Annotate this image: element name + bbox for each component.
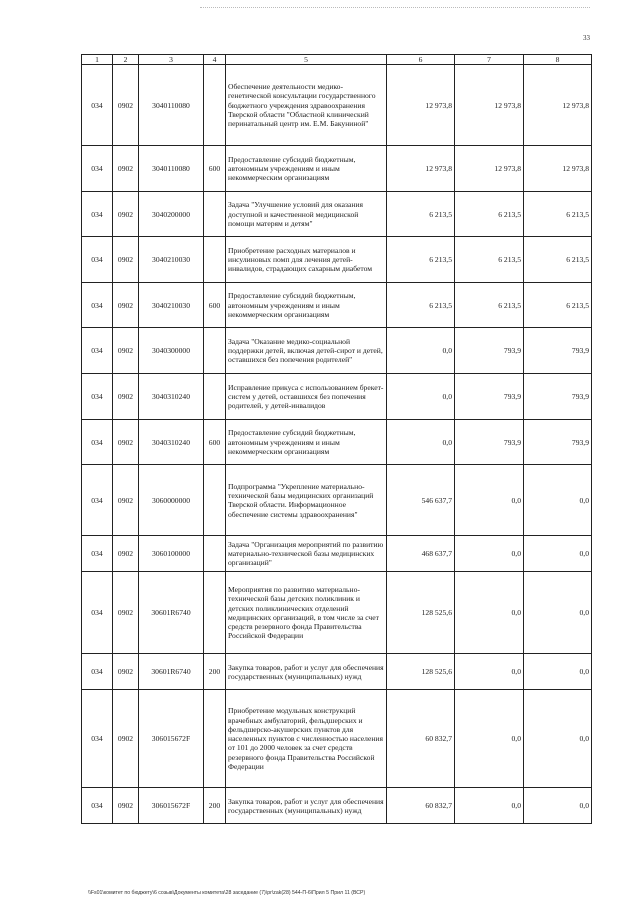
table-row [82, 465, 592, 536]
budget-table [81, 54, 592, 824]
column-header: 7 [455, 55, 524, 65]
amount-cell: 0,0 [387, 374, 455, 420]
expense-type-cell [204, 536, 226, 572]
amount-cell: 12 973,8 [387, 146, 455, 192]
amount-cell: 468 637,7 [387, 536, 455, 572]
amount-cell: 0,0 [524, 690, 592, 788]
target-article-cell: 3040300000 [139, 328, 204, 374]
target-article-cell: 3060000000 [139, 465, 204, 536]
amount-cell: 60 832,7 [387, 690, 455, 788]
section-code-cell: 0902 [113, 420, 139, 465]
table-row [82, 146, 592, 192]
top-scan-rule [200, 7, 590, 8]
table-row [82, 374, 592, 420]
section-code-cell: 0902 [113, 374, 139, 420]
description-cell: Закупка товаров, работ и услуг для обеспечения государственных (муниципальных) нужд [226, 654, 387, 690]
amount-cell: 546 637,7 [387, 465, 455, 536]
column-header: 1 [82, 55, 113, 65]
target-article-cell: 3040210030 [139, 283, 204, 328]
section-code-cell: 0902 [113, 654, 139, 690]
amount-cell: 0,0 [524, 654, 592, 690]
description-cell: Задача "Оказание медико-социальной поддержки детей, включая детей-сирот и детей, оставшихся без попечения родителей" [226, 328, 387, 374]
ministry-code-cell: 034 [82, 146, 113, 192]
amount-cell: 60 832,7 [387, 788, 455, 824]
description-cell: Мероприятия по развитию материально-технической базы детских поликлиник и детских поликлинических отделений медицинских организаций, в том числе за счет средств резервного фонда Правительства Российской Федерации [226, 572, 387, 654]
ministry-code-cell: 034 [82, 283, 113, 328]
section-code-cell: 0902 [113, 788, 139, 824]
amount-cell: 0,0 [455, 654, 524, 690]
amount-cell: 0,0 [455, 572, 524, 654]
table-row [82, 420, 592, 465]
ministry-code-cell: 034 [82, 192, 113, 237]
amount-cell: 6 213,5 [455, 192, 524, 237]
target-article-cell: 3040200000 [139, 192, 204, 237]
expense-type-cell: 200 [204, 654, 226, 690]
target-article-cell: 306015672F [139, 788, 204, 824]
column-header: 3 [139, 55, 204, 65]
table-row [82, 237, 592, 283]
expense-type-cell [204, 374, 226, 420]
amount-cell: 793,9 [455, 374, 524, 420]
amount-cell: 6 213,5 [455, 237, 524, 283]
amount-cell: 0,0 [524, 536, 592, 572]
amount-cell: 0,0 [387, 328, 455, 374]
table-row [82, 788, 592, 824]
ministry-code-cell: 034 [82, 536, 113, 572]
footer-file-path: \\Fs01\комитет по бюджету\6 созыв\Документы комитета\28 заседание (7)\pr\zak(28) 544-П-6\Прил 5 Прил 11 (ВСР) [88, 890, 366, 896]
target-article-cell: 3040110080 [139, 65, 204, 146]
table-row [82, 536, 592, 572]
section-code-cell: 0902 [113, 572, 139, 654]
ministry-code-cell: 034 [82, 65, 113, 146]
amount-cell: 793,9 [524, 420, 592, 465]
expense-type-cell [204, 192, 226, 237]
description-cell: Исправление прикуса с использованием брекет-систем у детей, оставшихся без попечения родителей, у детей-инвалидов [226, 374, 387, 420]
amount-cell: 0,0 [455, 690, 524, 788]
expense-type-cell [204, 237, 226, 283]
amount-cell: 128 525,6 [387, 654, 455, 690]
amount-cell: 6 213,5 [524, 283, 592, 328]
description-cell: Подпрограмма "Укрепление материально-технической базы медицинских организаций Тверской области. Информационное обеспечение системы здравоохранения" [226, 465, 387, 536]
amount-cell: 6 213,5 [524, 237, 592, 283]
amount-cell: 0,0 [455, 536, 524, 572]
section-code-cell: 0902 [113, 328, 139, 374]
description-cell: Предоставление субсидий бюджетным, автономным учреждениям и иным некоммерческим организациям [226, 420, 387, 465]
column-header: 2 [113, 55, 139, 65]
column-header: 6 [387, 55, 455, 65]
column-header: 5 [226, 55, 387, 65]
amount-cell: 6 213,5 [387, 192, 455, 237]
page-number: 33 [583, 34, 590, 42]
amount-cell: 793,9 [455, 328, 524, 374]
section-code-cell: 0902 [113, 536, 139, 572]
ministry-code-cell: 034 [82, 572, 113, 654]
table-row [82, 654, 592, 690]
ministry-code-cell: 034 [82, 374, 113, 420]
expense-type-cell: 200 [204, 788, 226, 824]
expense-type-cell [204, 690, 226, 788]
section-code-cell: 0902 [113, 237, 139, 283]
target-article-cell: 3040310240 [139, 374, 204, 420]
expense-type-cell [204, 328, 226, 374]
amount-cell: 793,9 [455, 420, 524, 465]
target-article-cell: 3060100000 [139, 536, 204, 572]
expense-type-cell [204, 465, 226, 536]
amount-cell: 793,9 [524, 328, 592, 374]
expense-type-cell [204, 572, 226, 654]
table-row [82, 690, 592, 788]
amount-cell: 6 213,5 [455, 283, 524, 328]
section-code-cell: 0902 [113, 690, 139, 788]
amount-cell: 12 973,8 [387, 65, 455, 146]
column-header: 4 [204, 55, 226, 65]
description-cell: Обеспечение деятельности медико-генетической консультации государственного бюджетного учреждения здравоохранения Тверской области "Областной клинический перинатальный центр им. Е.М. Бакуниной" [226, 65, 387, 146]
amount-cell: 12 973,8 [455, 65, 524, 146]
description-cell: Закупка товаров, работ и услуг для обеспечения государственных (муниципальных) нужд [226, 788, 387, 824]
amount-cell: 793,9 [524, 374, 592, 420]
description-cell: Предоставление субсидий бюджетным, автономным учреждениям и иным некоммерческим организациям [226, 283, 387, 328]
description-cell: Предоставление субсидий бюджетным, автономным учреждениям и иным некоммерческим организациям [226, 146, 387, 192]
amount-cell: 0,0 [387, 420, 455, 465]
section-code-cell: 0902 [113, 146, 139, 192]
ministry-code-cell: 034 [82, 465, 113, 536]
target-article-cell: 3040210030 [139, 237, 204, 283]
section-code-cell: 0902 [113, 465, 139, 536]
column-header: 8 [524, 55, 592, 65]
section-code-cell: 0902 [113, 192, 139, 237]
description-cell: Задача "Улучшение условий для оказания доступной и качественной медицинской помощи матерям и детям" [226, 192, 387, 237]
target-article-cell: 306015672F [139, 690, 204, 788]
amount-cell: 12 973,8 [524, 146, 592, 192]
target-article-cell: 30601R6740 [139, 572, 204, 654]
amount-cell: 6 213,5 [524, 192, 592, 237]
target-article-cell: 3040110080 [139, 146, 204, 192]
amount-cell: 0,0 [524, 572, 592, 654]
amount-cell: 12 973,8 [455, 146, 524, 192]
section-code-cell: 0902 [113, 283, 139, 328]
table-row [82, 572, 592, 654]
table-body [82, 65, 592, 824]
table-row [82, 192, 592, 237]
target-article-cell: 3040310240 [139, 420, 204, 465]
amount-cell: 0,0 [455, 788, 524, 824]
amount-cell: 0,0 [524, 465, 592, 536]
amount-cell: 6 213,5 [387, 283, 455, 328]
ministry-code-cell: 034 [82, 237, 113, 283]
ministry-code-cell: 034 [82, 690, 113, 788]
table-row [82, 283, 592, 328]
table-row [82, 65, 592, 146]
ministry-code-cell: 034 [82, 788, 113, 824]
expense-type-cell [204, 65, 226, 146]
expense-type-cell: 600 [204, 420, 226, 465]
ministry-code-cell: 034 [82, 654, 113, 690]
description-cell: Задача "Организация мероприятий по развитию материально-технической базы медицинских организаций" [226, 536, 387, 572]
description-cell: Приобретение расходных материалов и инсулиновых помп для лечения детей-инвалидов, страдающих сахарным диабетом [226, 237, 387, 283]
amount-cell: 12 973,8 [524, 65, 592, 146]
amount-cell: 128 525,6 [387, 572, 455, 654]
ministry-code-cell: 034 [82, 328, 113, 374]
table-row [82, 328, 592, 374]
amount-cell: 0,0 [455, 465, 524, 536]
amount-cell: 0,0 [524, 788, 592, 824]
target-article-cell: 30601R6740 [139, 654, 204, 690]
section-code-cell: 0902 [113, 65, 139, 146]
expense-type-cell: 600 [204, 146, 226, 192]
description-cell: Приобретение модульных конструкций врачебных амбулаторий, фельдшерских и фельдшерско-акушерских пунктов для населенных пунктов с численностью населения от 101 до 2000 человек за счет средств резервного фонда Правительства Российской Федерации [226, 690, 387, 788]
expense-type-cell: 600 [204, 283, 226, 328]
column-number-row [82, 55, 592, 65]
ministry-code-cell: 034 [82, 420, 113, 465]
amount-cell: 6 213,5 [387, 237, 455, 283]
